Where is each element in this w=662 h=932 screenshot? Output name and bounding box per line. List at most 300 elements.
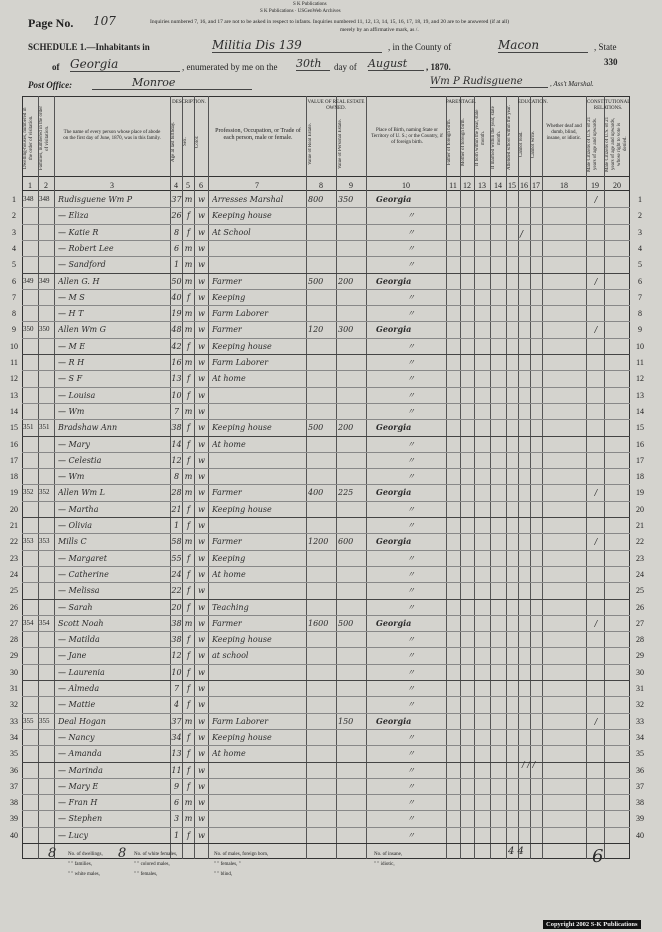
- person-name: — Mattie: [58, 700, 96, 710]
- row-number: 24: [636, 569, 644, 579]
- birthplace: 〃: [407, 700, 415, 710]
- person-age: 6: [173, 243, 180, 253]
- person-age: 12: [171, 651, 182, 661]
- row-number: 2: [12, 211, 16, 221]
- person-age: 37: [171, 195, 182, 204]
- person-age: 19: [171, 309, 182, 319]
- person-sex: f: [187, 521, 190, 530]
- row-number: 35: [10, 749, 18, 759]
- row-number: 26: [636, 602, 644, 612]
- header-color: Color.: [195, 135, 200, 149]
- row-number: 16: [636, 439, 644, 449]
- row-number: 9: [12, 325, 16, 335]
- person-occupation: Keeping: [212, 292, 246, 302]
- row-number: 39: [636, 814, 644, 824]
- birthplace: Georgia: [376, 537, 412, 547]
- person-name: Mills C: [58, 537, 87, 547]
- person-name: — Louisa: [58, 390, 96, 400]
- person-name: Rudisguene Wm P: [58, 195, 133, 204]
- subdivision-value: Militia Dis 139: [212, 38, 382, 53]
- header-married-within-year: If married within the year, state month.: [491, 106, 502, 170]
- male-citizen-mark: /: [594, 195, 598, 204]
- footer-idiotic: " " idiotic,: [374, 862, 395, 867]
- person-sex: f: [187, 765, 190, 775]
- person-age: 1: [173, 521, 180, 530]
- person-name: — Almeda: [58, 684, 100, 693]
- footer-families: " " families,: [68, 862, 92, 867]
- person-sex: m: [184, 814, 193, 824]
- column-number: 4: [174, 181, 178, 190]
- person-name: — M S: [58, 292, 85, 302]
- header-dwelling: Dwelling-houses, numbered in the order of visitation.: [23, 107, 34, 169]
- person-color: w: [198, 358, 205, 367]
- row-number: 30: [10, 667, 18, 677]
- birthplace: Georgia: [376, 325, 412, 335]
- row-number: 37: [636, 781, 644, 791]
- person-name: — Jane: [58, 651, 87, 661]
- row-number: 17: [10, 455, 18, 465]
- person-age: 11: [171, 765, 182, 775]
- birthplace: 〃: [407, 602, 415, 612]
- post-office-value: Monroe: [92, 76, 252, 90]
- person-age: 38: [171, 635, 182, 645]
- person-color: w: [198, 651, 205, 661]
- row-number: 4: [638, 243, 642, 253]
- person-sex: m: [184, 488, 193, 498]
- person-color: w: [198, 602, 205, 612]
- header-birthplace: Place of Birth, naming State or Territory of U. S.; or the Country, if of foreign birth.: [371, 128, 443, 145]
- column-number: 8: [319, 181, 323, 190]
- person-sex: m: [184, 325, 193, 335]
- row-number: 9: [638, 325, 642, 335]
- person-name: — R H: [58, 358, 85, 367]
- person-color: w: [198, 553, 205, 563]
- row-number: 37: [10, 781, 18, 791]
- person-sex: m: [184, 276, 193, 286]
- row-number: 29: [636, 651, 644, 661]
- row-number: 31: [636, 684, 644, 693]
- row-number: 28: [10, 635, 18, 645]
- row-number: 11: [636, 358, 644, 367]
- real-estate-value: 500: [308, 276, 324, 286]
- person-sex: m: [184, 243, 193, 253]
- row-number: 20: [10, 504, 18, 514]
- person-name: Allen Wm G: [58, 325, 107, 335]
- person-sex: f: [187, 700, 190, 710]
- person-sex: f: [187, 602, 190, 612]
- year-label: , 1870.: [426, 62, 451, 72]
- person-name: Allen G. H: [58, 276, 100, 286]
- person-sex: f: [187, 439, 190, 449]
- birthplace: 〃: [407, 455, 415, 465]
- person-age: 12: [171, 455, 182, 465]
- column-number: 2: [44, 181, 48, 190]
- school-mark-row4: /: [520, 230, 524, 240]
- row-number: 10: [10, 341, 18, 351]
- family-number: 353: [39, 537, 50, 546]
- row-number: 25: [636, 586, 644, 596]
- person-sex: m: [184, 260, 193, 270]
- birthplace: 〃: [407, 667, 415, 677]
- footer-dwellings: No. of dwellings,: [68, 852, 103, 857]
- birthplace: Georgia: [376, 716, 412, 726]
- person-name: — Celestia: [58, 455, 102, 465]
- publisher-banner: S K Publications: [293, 2, 327, 7]
- county-label: , in the County of: [388, 42, 452, 52]
- real-estate-value: 500: [308, 423, 324, 433]
- person-age: 24: [171, 569, 182, 579]
- marshal-label: , Ass't Marshal.: [550, 80, 594, 88]
- person-occupation: At School: [212, 227, 251, 237]
- footer-colored-males: " " colored males,: [134, 862, 170, 867]
- person-occupation: At home: [212, 569, 246, 579]
- header-sex: Sex.: [183, 137, 188, 147]
- person-name: — Margaret: [58, 553, 107, 563]
- post-office-label: Post Office:: [28, 80, 73, 90]
- person-sex: f: [187, 667, 190, 677]
- family-number: 352: [39, 488, 50, 497]
- person-occupation: Farm Laborer: [212, 716, 269, 726]
- column-number: 6: [199, 181, 203, 190]
- person-color: w: [198, 472, 205, 482]
- person-name: Bradshaw Ann: [58, 423, 118, 433]
- person-sex: f: [187, 504, 190, 514]
- person-occupation: Farm Laborer: [212, 358, 269, 367]
- person-name: — Wm: [58, 406, 85, 416]
- person-occupation: at school: [212, 651, 249, 661]
- header-parentage: PARENTAGE.: [446, 100, 477, 105]
- male-citizen-mark: /: [594, 716, 598, 726]
- row-number: 33: [636, 716, 644, 726]
- person-color: w: [198, 406, 205, 416]
- person-age: 13: [171, 749, 182, 759]
- person-color: w: [198, 504, 205, 514]
- row-number: 2: [638, 211, 642, 221]
- person-name: — Eliza: [58, 211, 89, 221]
- family-number: 349: [39, 276, 50, 285]
- birthplace: 〃: [407, 635, 415, 645]
- column-number: 1: [28, 181, 32, 190]
- person-color: w: [198, 292, 205, 302]
- person-name: — Wm: [58, 472, 85, 482]
- instructions-line1: Inquiries numbered 7, 16, and 17 are not to be asked in respect to infants. Inquiries numbered 11, 12, 13, 14, 15, 16, 17, 18, 19, and 20 are to be answered (if at all): [150, 19, 510, 25]
- archive-banner: S K Publications · USGenWeb Archives: [260, 9, 341, 14]
- person-age: 48: [171, 325, 182, 335]
- person-sex: f: [187, 341, 190, 351]
- birthplace: 〃: [407, 309, 415, 319]
- family-number: 350: [39, 325, 50, 334]
- person-sex: m: [184, 716, 193, 726]
- person-age: 34: [171, 732, 182, 742]
- real-estate-value: 1200: [308, 537, 329, 547]
- person-sex: f: [187, 553, 190, 563]
- person-color: w: [198, 227, 205, 237]
- person-color: w: [198, 569, 205, 579]
- person-age: 13: [171, 374, 182, 384]
- row-number: 24: [10, 569, 18, 579]
- person-age: 16: [171, 358, 182, 367]
- person-color: w: [198, 700, 205, 710]
- person-color: w: [198, 635, 205, 645]
- row-number: 21: [10, 521, 18, 530]
- family-number: 348: [39, 195, 50, 203]
- person-color: w: [198, 341, 205, 351]
- row-number: 12: [10, 374, 18, 384]
- person-occupation: Keeping house: [212, 635, 272, 645]
- row-number: 16: [10, 439, 18, 449]
- row-number: 5: [12, 260, 16, 270]
- person-sex: m: [184, 195, 193, 204]
- birthplace: Georgia: [376, 195, 412, 204]
- person-color: w: [198, 455, 205, 465]
- birthplace: 〃: [407, 227, 415, 237]
- person-sex: f: [187, 586, 190, 596]
- person-sex: f: [187, 651, 190, 661]
- row-number: 27: [636, 618, 644, 628]
- row-number: 13: [10, 390, 18, 400]
- birthplace: 〃: [407, 732, 415, 742]
- row-number: 17: [636, 455, 644, 465]
- person-color: w: [198, 423, 205, 433]
- person-name: — Olivia: [58, 521, 93, 530]
- person-sex: m: [184, 406, 193, 416]
- person-sex: f: [187, 390, 190, 400]
- birthplace: 〃: [407, 439, 415, 449]
- person-sex: f: [187, 374, 190, 384]
- row-number: 29: [10, 651, 18, 661]
- person-sex: f: [187, 830, 190, 840]
- row-number: 40: [10, 830, 18, 840]
- header-value: VALUE OF REAL ESTATE OWNED.: [307, 100, 365, 111]
- row-number: 38: [10, 798, 18, 808]
- row-number: 18: [636, 472, 644, 482]
- personal-estate-value: 600: [338, 537, 354, 547]
- person-occupation: Arresses Marshal: [212, 195, 284, 204]
- person-age: 8: [173, 472, 180, 482]
- person-name: — Catherine: [58, 569, 109, 579]
- dwelling-number: 352: [23, 488, 34, 497]
- person-occupation: Keeping house: [212, 423, 272, 433]
- person-occupation: At home: [212, 749, 246, 759]
- column-number: 10: [402, 181, 410, 190]
- birthplace: 〃: [407, 472, 415, 482]
- person-sex: m: [184, 798, 193, 808]
- month-value: August: [368, 57, 424, 71]
- header-family: Families, numbered in the order of visitation.: [39, 106, 50, 171]
- person-age: 9: [173, 781, 180, 791]
- state-value: Georgia: [70, 57, 180, 72]
- row-number: 3: [638, 227, 642, 237]
- dwelling-number: 354: [23, 618, 34, 627]
- row-number: 8: [638, 309, 642, 319]
- row-number: 33: [10, 716, 18, 726]
- schedule-label: SCHEDULE 1.—Inhabitants in: [28, 42, 150, 52]
- person-name: — Robert Lee: [58, 243, 114, 253]
- person-color: w: [198, 618, 205, 628]
- person-sex: m: [184, 472, 193, 482]
- column-number: 12: [463, 181, 471, 190]
- person-name: — Amanda: [58, 749, 102, 759]
- dwelling-number: 355: [23, 716, 34, 725]
- dwelling-number: 351: [23, 423, 34, 432]
- header-personal-estate: Value of Personal Estate.: [338, 119, 343, 169]
- header-male-citizens: Male Citizens of U.S. of 21 years of age and upwards.: [587, 116, 598, 172]
- person-color: w: [198, 830, 205, 840]
- dwelling-number: 353: [23, 537, 34, 546]
- person-age: 6: [173, 798, 180, 808]
- person-color: w: [198, 798, 205, 808]
- row-number: 34: [636, 732, 644, 742]
- row-number: 3: [12, 227, 16, 237]
- row-number: 36: [636, 765, 644, 775]
- column-number: 18: [560, 181, 568, 190]
- footer-blind: " " blind,: [214, 872, 233, 877]
- person-color: w: [198, 814, 205, 824]
- person-sex: m: [184, 309, 193, 319]
- school-mark-row36: / / /: [522, 760, 536, 769]
- person-age: 38: [171, 618, 182, 628]
- person-sex: f: [187, 423, 190, 433]
- row-number: 32: [10, 700, 18, 710]
- header-mother-foreign: Mother of foreign birth.: [461, 118, 466, 166]
- birthplace: 〃: [407, 765, 415, 775]
- real-estate-value: 800: [308, 195, 324, 204]
- person-sex: f: [187, 455, 190, 465]
- person-sex: f: [187, 732, 190, 742]
- dwelling-number: 350: [23, 325, 34, 334]
- sheet-number: 330: [604, 57, 618, 67]
- person-name: Scott Noah: [58, 618, 104, 628]
- person-occupation: Keeping house: [212, 341, 272, 351]
- real-estate-value: 1600: [308, 618, 329, 628]
- male-citizen-mark: /: [594, 488, 598, 498]
- dwelling-number: 348: [23, 195, 34, 203]
- row-number: 32: [636, 700, 644, 710]
- column-number: 5: [186, 181, 190, 190]
- person-color: w: [198, 276, 205, 286]
- person-sex: f: [187, 781, 190, 791]
- person-sex: f: [187, 211, 190, 221]
- row-number: 26: [10, 602, 18, 612]
- person-age: 38: [171, 423, 182, 433]
- column-number: 14: [494, 181, 502, 190]
- row-number: 22: [636, 537, 644, 547]
- birthplace: 〃: [407, 651, 415, 661]
- row-number: 30: [636, 667, 644, 677]
- person-age: 42: [171, 341, 182, 351]
- person-age: 58: [171, 537, 182, 547]
- person-occupation: Farmer: [212, 276, 242, 286]
- birthplace: Georgia: [376, 488, 412, 498]
- person-age: 10: [171, 390, 182, 400]
- person-age: 28: [171, 488, 182, 498]
- birthplace: 〃: [407, 406, 415, 416]
- footer-foreign-females: " " females, ": [214, 862, 241, 867]
- person-name: — Stephen: [58, 814, 103, 824]
- person-sex: f: [187, 684, 190, 693]
- person-sex: f: [187, 749, 190, 759]
- dwellings-count: 8: [48, 846, 57, 861]
- row-number: 5: [638, 260, 642, 270]
- header-education: EDUCATION.: [518, 100, 548, 105]
- person-sex: f: [187, 227, 190, 237]
- row-number: 7: [12, 292, 16, 302]
- person-color: w: [198, 684, 205, 693]
- header-cannot-read: Cannot read.: [519, 131, 524, 157]
- column-number: 9: [349, 181, 353, 190]
- male-citizen-mark: /: [594, 325, 598, 335]
- row-number: 25: [10, 586, 18, 596]
- birthplace: 〃: [407, 243, 415, 253]
- column-number: 17: [532, 181, 540, 190]
- person-color: w: [198, 537, 205, 547]
- person-age: 8: [173, 227, 180, 237]
- person-color: w: [198, 374, 205, 384]
- row-number: 15: [10, 423, 18, 433]
- person-age: 37: [171, 716, 182, 726]
- family-number: 354: [39, 618, 50, 627]
- personal-estate-value: 225: [338, 488, 354, 498]
- row-number: 19: [636, 488, 644, 498]
- person-color: w: [198, 390, 205, 400]
- person-sex: f: [187, 635, 190, 645]
- birthplace: 〃: [407, 749, 415, 759]
- person-occupation: Teaching: [212, 602, 249, 612]
- header-name: The name of every person whose place of abode on the first day of June, 1870, was in this family.: [63, 130, 161, 141]
- male-citizen-mark: /: [594, 618, 598, 628]
- person-age: 1: [173, 260, 180, 270]
- page-number-label: Page No.: [28, 16, 74, 30]
- column-number: 16: [520, 181, 528, 190]
- person-age: 50: [171, 276, 182, 286]
- person-age: 22: [171, 586, 182, 596]
- personal-estate-value: 500: [338, 618, 354, 628]
- footer-foreign-males: No. of males, foreign born,: [214, 852, 269, 857]
- person-name: — Nancy: [58, 732, 95, 742]
- header-born-within-year: If born within the year, state month.: [475, 109, 486, 167]
- person-name: — Martha: [58, 504, 99, 514]
- birthplace: 〃: [407, 781, 415, 791]
- row-number: 21: [636, 521, 644, 530]
- person-name: — Marinda: [58, 765, 103, 775]
- footer-white-females: No. of white females,: [134, 852, 178, 857]
- birthplace: Georgia: [376, 423, 412, 433]
- birthplace: 〃: [407, 521, 415, 530]
- person-occupation: Farmer: [212, 537, 242, 547]
- row-number: 10: [636, 341, 644, 351]
- person-color: w: [198, 243, 205, 253]
- footer-big-mark: 6: [592, 846, 604, 867]
- birthplace: 〃: [407, 798, 415, 808]
- birthplace: 〃: [407, 814, 415, 824]
- person-name: — M E: [58, 341, 86, 351]
- header-real-estate: Value of Real Estate.: [308, 123, 313, 165]
- person-name: — Matilda: [58, 635, 100, 645]
- row-number: 14: [10, 406, 18, 416]
- person-age: 55: [171, 553, 182, 563]
- row-number: 40: [636, 830, 644, 840]
- column-number: 19: [591, 181, 599, 190]
- person-age: 4: [173, 700, 180, 710]
- birthplace: 〃: [407, 358, 415, 367]
- row-number: 6: [12, 276, 16, 286]
- header-deaf-blind: Whether deaf and dumb, blind, insane, or idiotic.: [546, 124, 582, 141]
- person-occupation: Farmer: [212, 488, 242, 498]
- birthplace: 〃: [407, 260, 415, 270]
- person-color: w: [198, 488, 205, 498]
- row-number: 34: [10, 732, 18, 742]
- row-number: 18: [10, 472, 18, 482]
